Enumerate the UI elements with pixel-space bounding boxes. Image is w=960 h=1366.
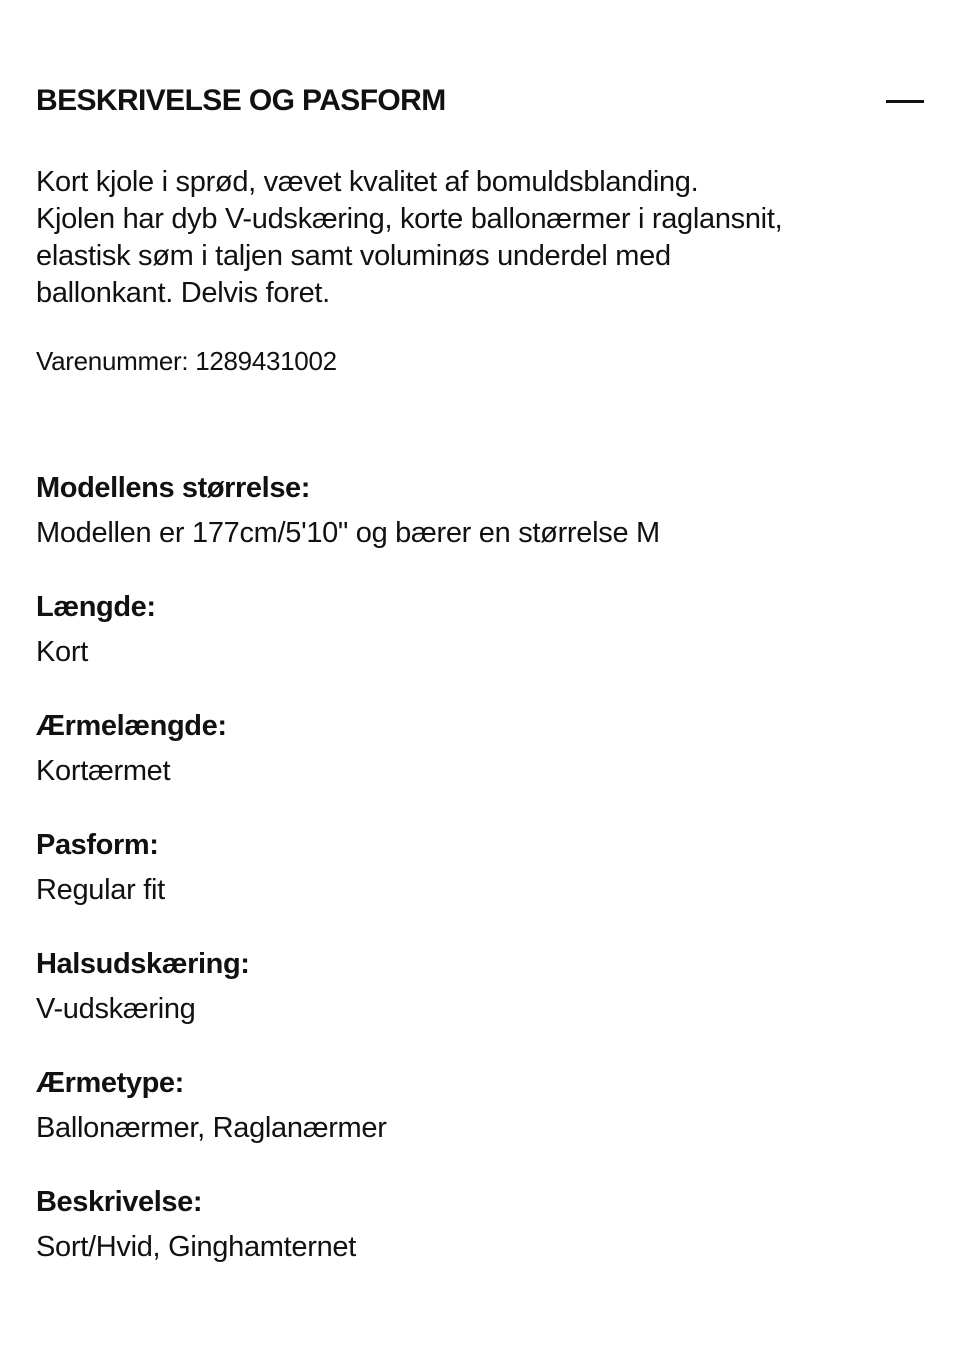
- attribute-value: Kortærmet: [36, 755, 171, 787]
- attribute-label: Beskrivelse:: [36, 1186, 203, 1218]
- product-description: [36, 164, 936, 312]
- minus-icon[interactable]: [886, 100, 924, 103]
- attribute-sleeve-length: [36, 706, 936, 825]
- attribute-description: [36, 1182, 936, 1301]
- article-number: Varenummer: 1289431002: [36, 346, 337, 376]
- attribute-label: Ærmelængde:: [36, 710, 227, 742]
- description-line: ballonkant. Delvis foret.: [36, 277, 330, 309]
- attribute-list: [36, 468, 936, 1301]
- attribute-fit: [36, 825, 936, 944]
- attribute-neckline: [36, 944, 936, 1063]
- attribute-length: [36, 587, 936, 706]
- attribute-label: Halsudskæring:: [36, 948, 250, 980]
- section-title: BESKRIVELSE OG PASFORM: [36, 84, 446, 117]
- attribute-value: Modellen er 177cm/5'10" og bærer en størrelse M: [36, 517, 660, 549]
- description-line: elastisk søm i taljen samt voluminøs underdel med: [36, 240, 671, 272]
- attribute-value: V-udskæring: [36, 993, 196, 1025]
- attribute-value: Ballonærmer, Raglanærmer: [36, 1112, 387, 1144]
- attribute-label: Modellens størrelse:: [36, 472, 311, 504]
- attribute-model-size: [36, 468, 936, 587]
- attribute-value: Regular fit: [36, 874, 165, 906]
- description-line: Kjolen har dyb V-udskæring, korte ballonærmer i raglansnit,: [36, 203, 783, 235]
- description-line: Kort kjole i sprød, vævet kvalitet af bomuldsblanding.: [36, 166, 699, 198]
- attribute-value: Kort: [36, 636, 88, 668]
- attribute-sleeve-type: [36, 1063, 936, 1182]
- attribute-label: Længde:: [36, 591, 156, 623]
- attribute-value: Sort/Hvid, Ginghamternet: [36, 1231, 356, 1263]
- accordion-header[interactable]: [36, 80, 924, 122]
- attribute-label: Ærmetype:: [36, 1067, 184, 1099]
- attribute-label: Pasform:: [36, 829, 159, 861]
